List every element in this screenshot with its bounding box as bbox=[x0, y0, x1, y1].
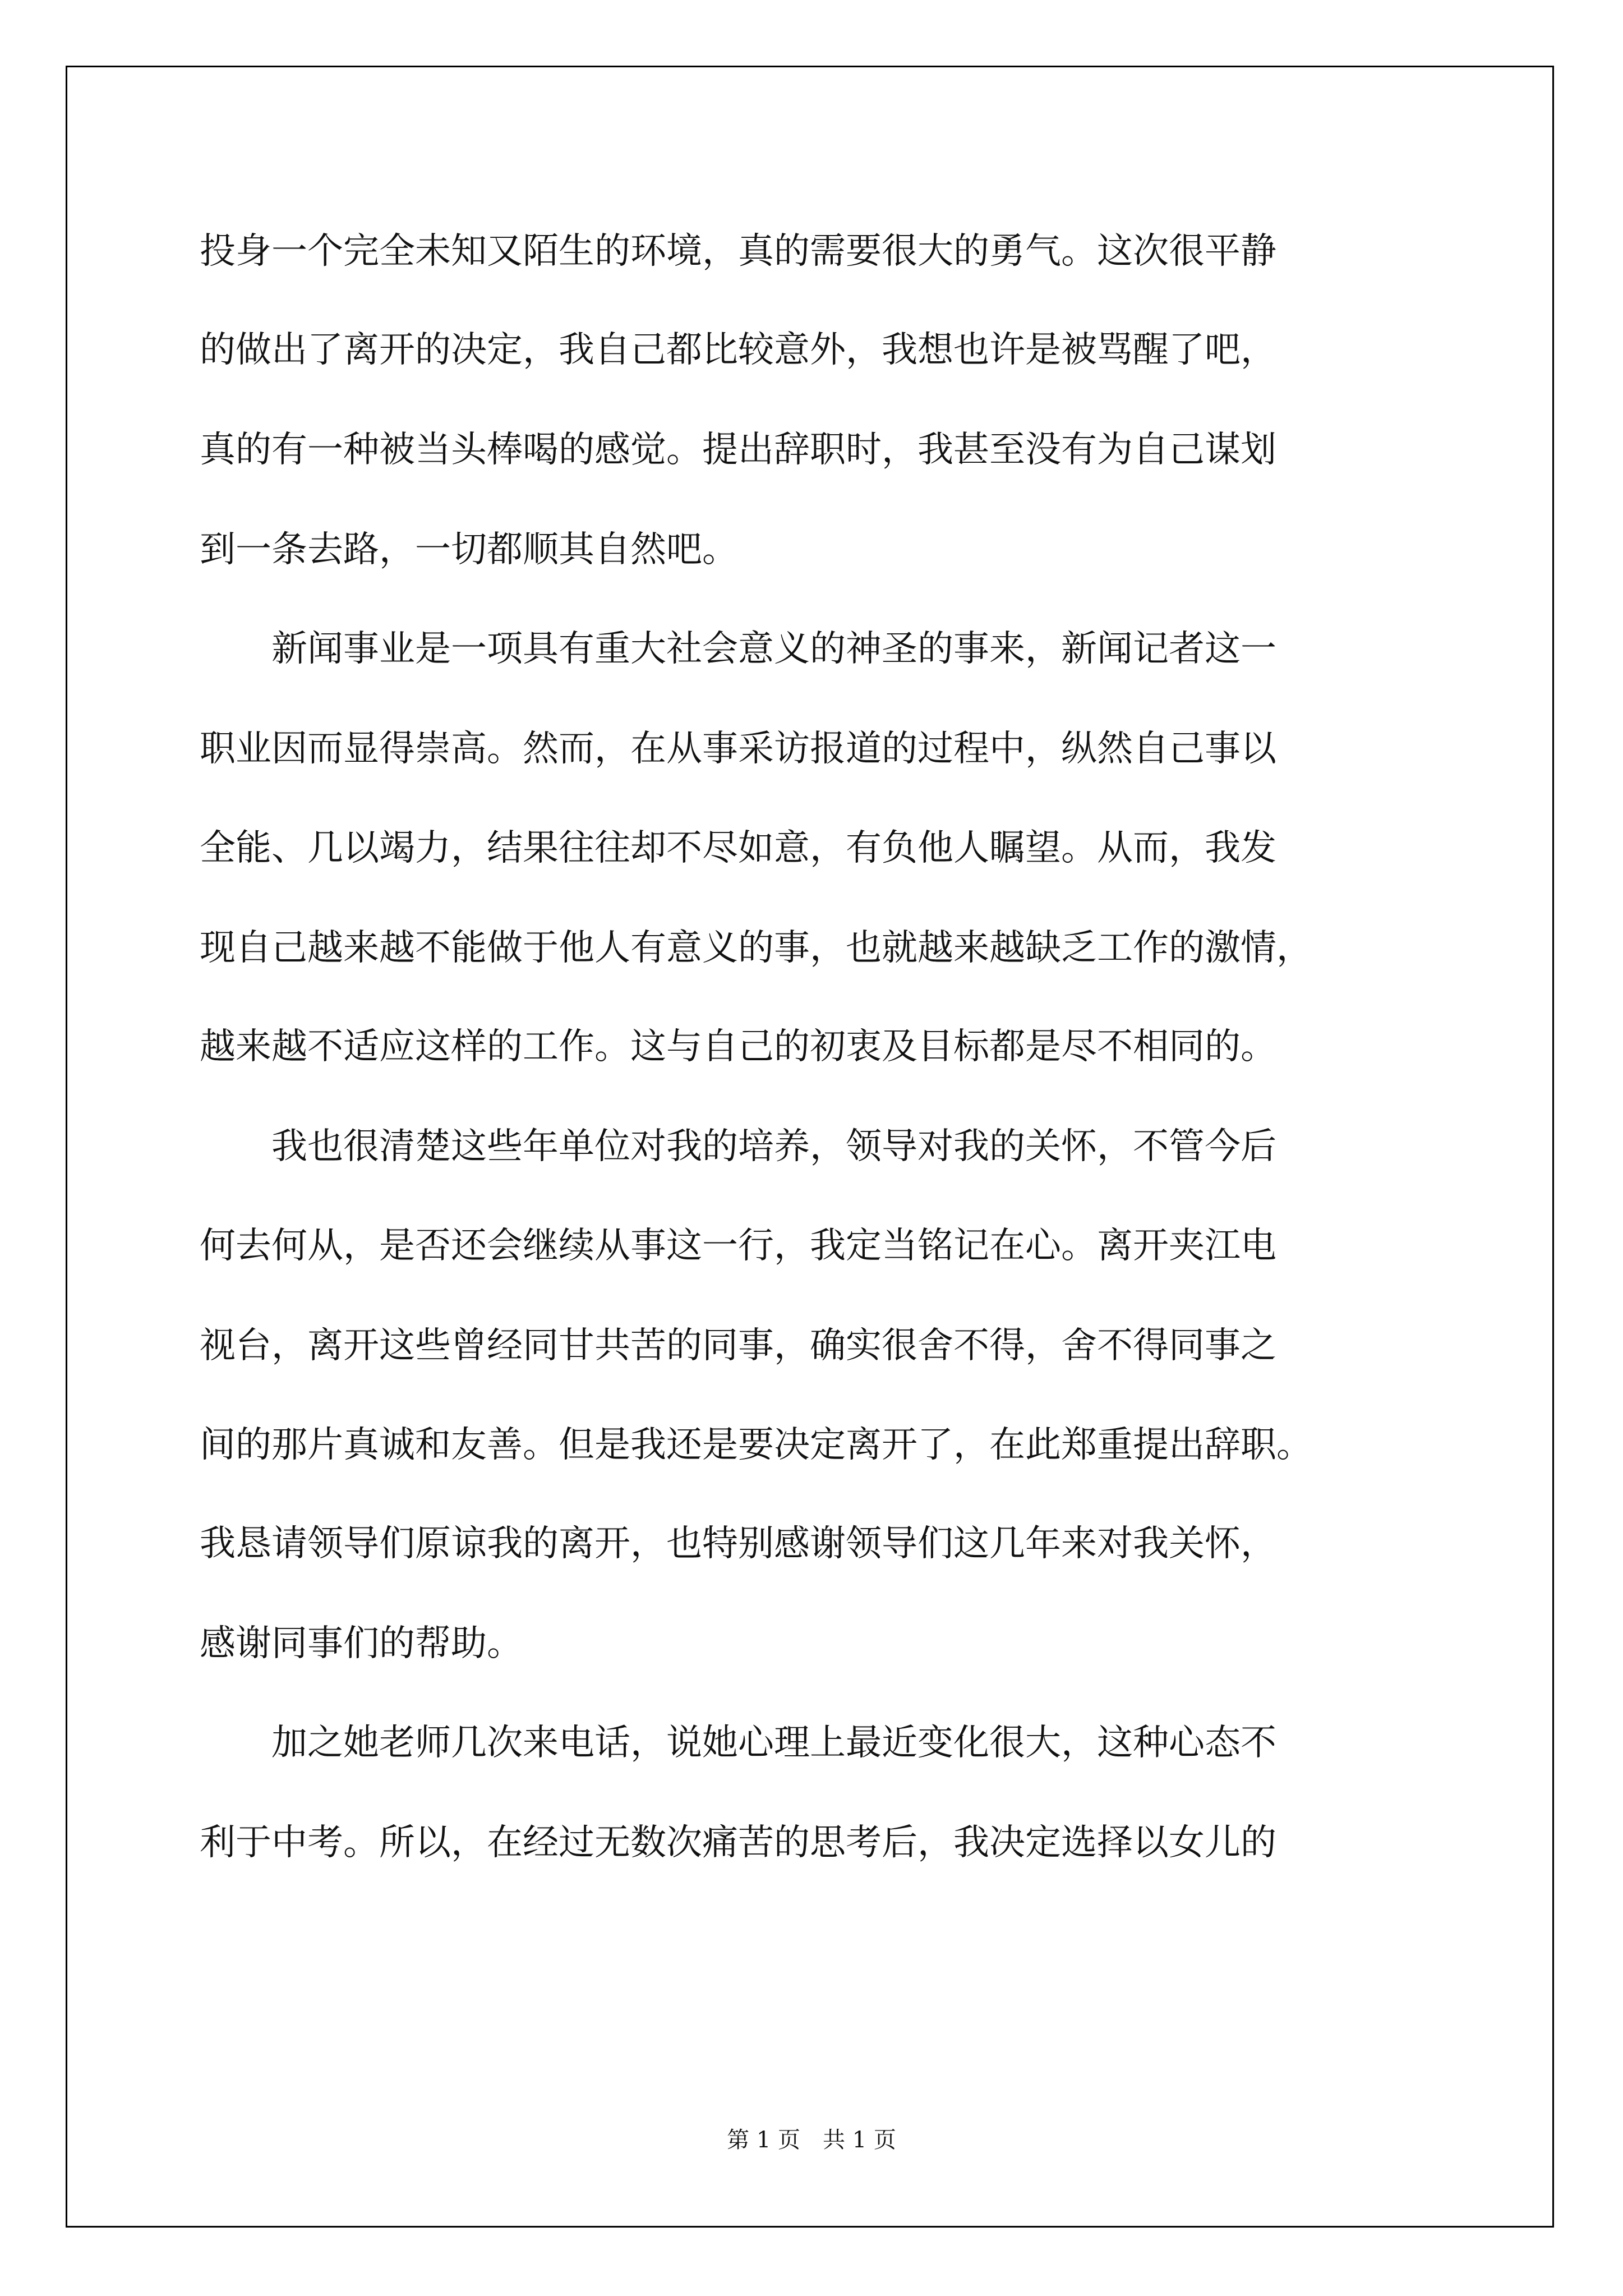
text-line: 真的有一种被当头棒喝的感觉。提出辞职时，我甚至没有为自己谋划 bbox=[200, 429, 1276, 471]
text-line: 投身一个完全未知又陌生的环境，真的需要很大的勇气。这次很平静 bbox=[200, 231, 1276, 272]
text-line: 感谢同事们的帮助。 bbox=[200, 1623, 523, 1664]
page-footer: 第 1 页 共 1 页 bbox=[727, 2127, 896, 2153]
text-line: 现自己越来越不能做于他人有意义的事，也就越来越缺乏工作的激情， bbox=[200, 927, 1312, 969]
text-line: 我恳请领导们原谅我的离开，也特别感谢领导们这几年来对我关怀， bbox=[200, 1523, 1276, 1565]
text-line: 利于中考。所以，在经过无数次痛苦的思考后，我决定选择以女儿的 bbox=[200, 1822, 1276, 1864]
text-line: 越来越不适应这样的工作。这与自己的初衷及目标都是尽不相同的。 bbox=[200, 1026, 1276, 1068]
text-line: 到一条去路，一切都顺其自然吧。 bbox=[200, 529, 738, 570]
text-line: 加之她老师几次来电话，说她心理上最近变化很大，这种心态不 bbox=[200, 1722, 1276, 1764]
text-line: 间的那片真诚和友善。但是我还是要决定离开了，在此郑重提出辞职。 bbox=[200, 1424, 1312, 1466]
text-line: 视台，离开这些曾经同甘共苦的同事，确实很舍不得，舍不得同事之 bbox=[200, 1325, 1276, 1366]
text-line: 我也很清楚这些年单位对我的培养，领导对我的关怀，不管今后 bbox=[200, 1126, 1276, 1167]
text-line: 新闻事业是一项具有重大社会意义的神圣的事来，新闻记者这一 bbox=[200, 628, 1276, 670]
text-line: 何去何从，是否还会继续从事这一行，我定当铭记在心。离开夹江电 bbox=[200, 1225, 1276, 1267]
text-line: 职业因而显得崇高。然而，在从事采访报道的过程中，纵然自己事以 bbox=[200, 728, 1276, 770]
text-line: 全能、几以竭力，结果往往却不尽如意，有负他人瞩望。从而，我发 bbox=[200, 827, 1276, 869]
text-line: 的做出了离开的决定，我自己都比较意外，我想也许是被骂醒了吧， bbox=[200, 329, 1276, 371]
